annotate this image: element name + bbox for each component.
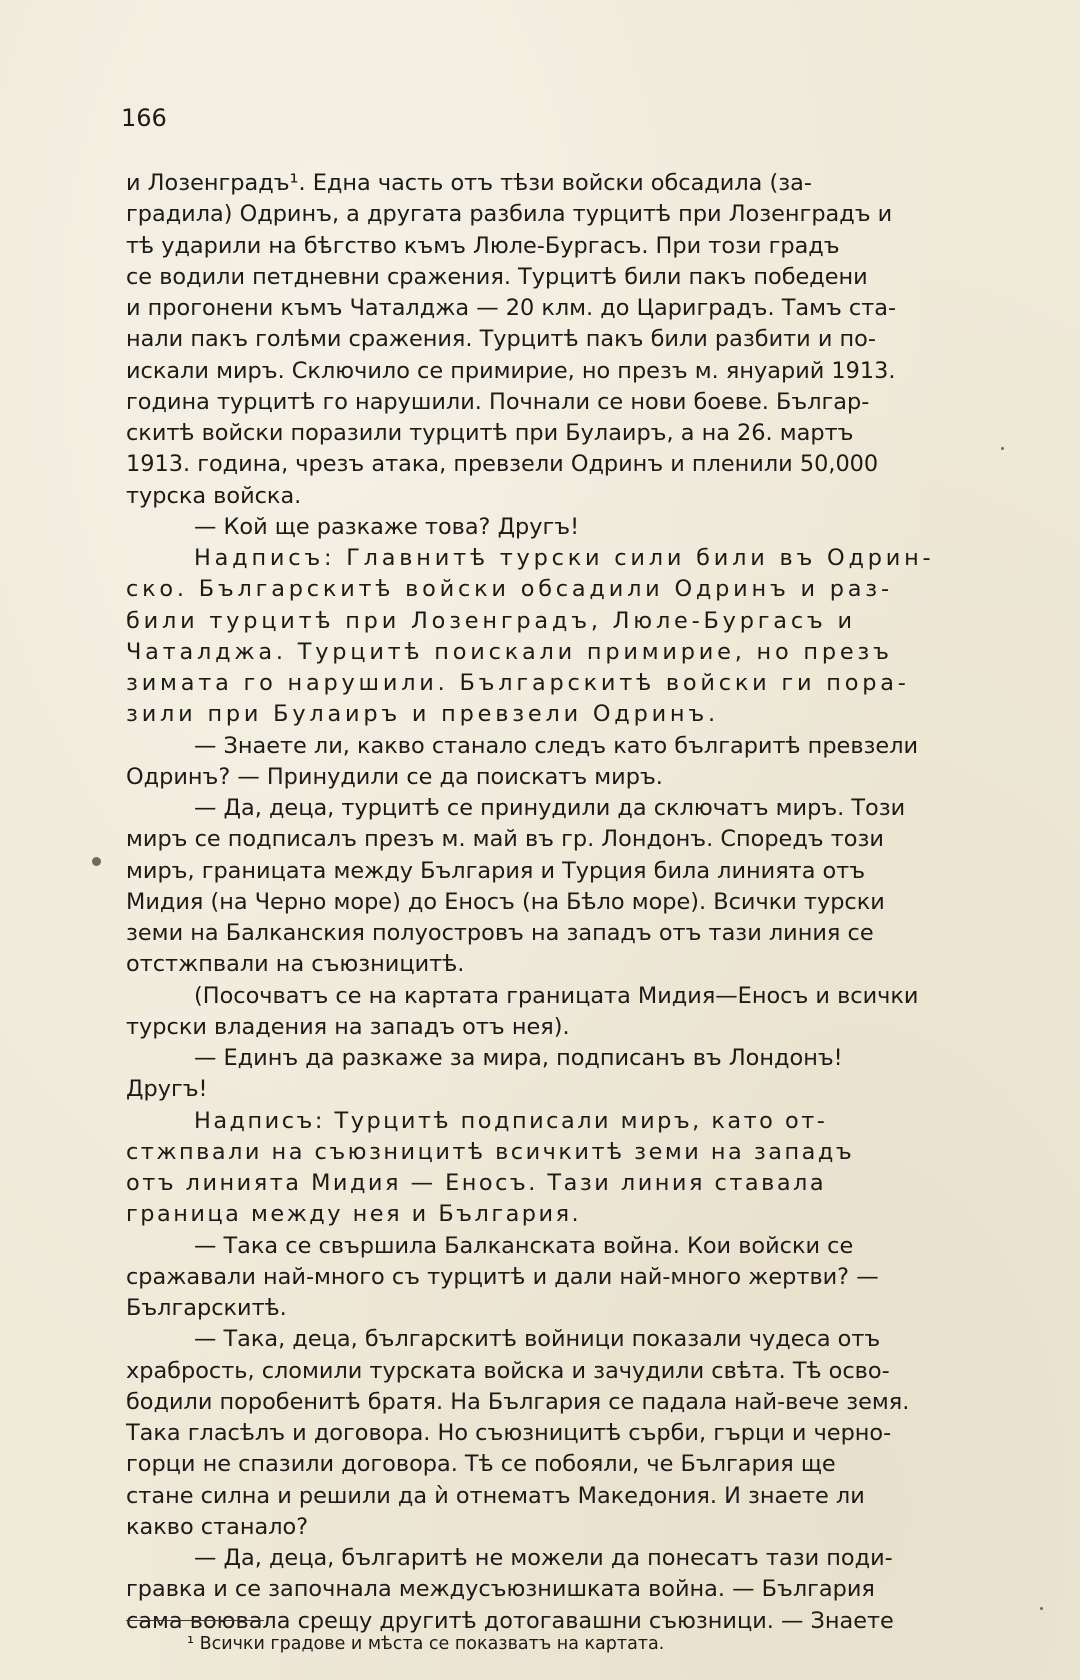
paragraph-7 xyxy=(126,1231,992,1325)
line: сражавали най-много съ турцитѣ и дали най-много жертви? — xyxy=(126,1263,879,1290)
line: се водили петдневни сражения. Турцитѣ били пакъ победени xyxy=(126,263,868,290)
line: миръ, границата между България и Турция била линията отъ xyxy=(126,857,866,884)
line: искали миръ. Сключило се примирие, но презъ м. януарий 1913. xyxy=(126,357,896,384)
line: Българскитѣ. xyxy=(126,1295,287,1321)
line: нали пакъ голѣми сражения. Турцитѣ пакъ били разбити и по- xyxy=(126,326,876,353)
line: — Знаете ли, какво станало следъ като българитѣ превзели xyxy=(194,732,919,759)
paragraph-1 xyxy=(126,168,992,512)
line: земи на Балканския полуостровъ на западъ отъ тази линия се xyxy=(126,920,874,946)
line: отстжпвали на съюзницитѣ. xyxy=(126,951,465,978)
line: Така гласѣлъ и договора. Но съюзницитѣ сърби, гърци и черно- xyxy=(126,1420,892,1446)
line: Мидия (на Черно море) до Еносъ (на Бѣло море). Всички турски xyxy=(126,888,885,915)
line: ско. Българскитѣ войски обсадили Одринъ и раз- xyxy=(126,576,893,603)
line: горци не спазили договора. Тѣ се побояли, че България ще xyxy=(126,1451,836,1478)
line: 1913. година, чрезъ атака, превзели Одринъ и пленили 50,000 xyxy=(126,451,879,478)
line: миръ се подписалъ презъ м. май въ гр. Лондонъ. Споредъ този xyxy=(126,826,884,853)
line: какво станало? xyxy=(126,1513,309,1540)
line: зили при Булаиръ и превзели Одринъ. xyxy=(126,701,719,728)
paragraph-9 xyxy=(126,1543,992,1637)
line: градила) Одринъ, а другата разбила турцитѣ при Лозенградъ и xyxy=(126,201,893,228)
line: тѣ ударили на бѣгство къмъ Люле-Бургасъ. При този градъ xyxy=(126,232,840,259)
ink-speck xyxy=(1040,1607,1043,1610)
line: граница между нея и България. xyxy=(126,1201,582,1228)
inscription-2 xyxy=(126,1106,992,1231)
body-text xyxy=(126,168,992,1637)
line: — Да, деца, турцитѣ се принудили да сключатъ миръ. Този xyxy=(194,795,906,821)
line: (Посочватъ се на картата границата Мидия—Еносъ и всички xyxy=(194,982,919,1009)
line: Одринъ? — Принудили се да поискатъ миръ. xyxy=(126,763,663,790)
paragraph-5 xyxy=(126,981,992,1044)
line: година турцитѣ го нарушили. Почнали се нови боеве. Българ- xyxy=(126,388,870,415)
line: Чаталджа. Турцитѣ поискали примирие, но презъ xyxy=(126,638,893,665)
paragraph-4 xyxy=(126,793,992,981)
paragraph-3 xyxy=(126,731,992,794)
line: стане силна и решили да ѝ отнематъ Македония. И знаете ли xyxy=(126,1482,865,1509)
footnote: ¹ Всички градове и мѣста се показватъ на картата. xyxy=(187,1634,665,1654)
line: — Единъ да разкаже за мира, подписанъ въ Лондонъ! xyxy=(194,1045,843,1071)
line: храбрость, сломили турската войска и зачудили свѣта. Тѣ осво- xyxy=(126,1357,890,1384)
line: турска войска. xyxy=(126,482,302,509)
line: Другъ! xyxy=(126,1076,208,1103)
line: зимата го нарушили. Българскитѣ войски ги пора- xyxy=(126,670,910,696)
line: гравка и се започнала междусъюзнишката война. — България xyxy=(126,1576,875,1603)
line: турски владения на западъ отъ нея). xyxy=(126,1013,570,1040)
line: и Лозенградъ¹. Една часть отъ тѣзи войски обсадила (за- xyxy=(126,170,812,196)
line: бодили поробенитѣ братя. На България се падала най-вече земя. xyxy=(126,1388,910,1415)
inscription-1 xyxy=(126,543,992,731)
line: сама воювала срещу другитѣ дотогавашни съюзници. — Знаете xyxy=(126,1607,894,1634)
line: Надписъ: Главнитѣ турски сили били въ Одрин- xyxy=(194,545,935,571)
line: — Да, деца, българитѣ не можели да понесатъ тази поди- xyxy=(194,1545,893,1571)
line: стжпвали на съюзницитѣ всичкитѣ земи на западъ xyxy=(126,1138,855,1165)
line: били турцитѣ при Лозенградъ, Люле-Бургасъ и xyxy=(126,607,856,634)
line: отъ линията Мидия — Еносъ. Тази линия ставала xyxy=(126,1170,827,1196)
paragraph-2 xyxy=(126,512,992,543)
line: Надписъ: Турцитѣ подписали миръ, като от- xyxy=(194,1107,828,1134)
line: и прогонени къмъ Чаталджа — 20 клм. до Цариградъ. Тамъ ста- xyxy=(126,295,897,321)
line: — Така, деца, българскитѣ войници показали чудеса отъ xyxy=(194,1326,881,1353)
paragraph-8 xyxy=(126,1324,992,1543)
ink-speck xyxy=(92,857,101,866)
line: скитѣ войски поразили турцитѣ при Булаиръ, а на 26. мартъ xyxy=(126,420,854,446)
line: — Кой ще разкаже това? Другъ! xyxy=(194,513,580,540)
line: — Така се свършила Балканската война. Кои войски се xyxy=(194,1232,854,1259)
page-number: 166 xyxy=(121,104,167,132)
ink-speck xyxy=(1001,447,1004,450)
paragraph-6 xyxy=(126,1043,992,1106)
footnote-rule xyxy=(126,1620,264,1621)
